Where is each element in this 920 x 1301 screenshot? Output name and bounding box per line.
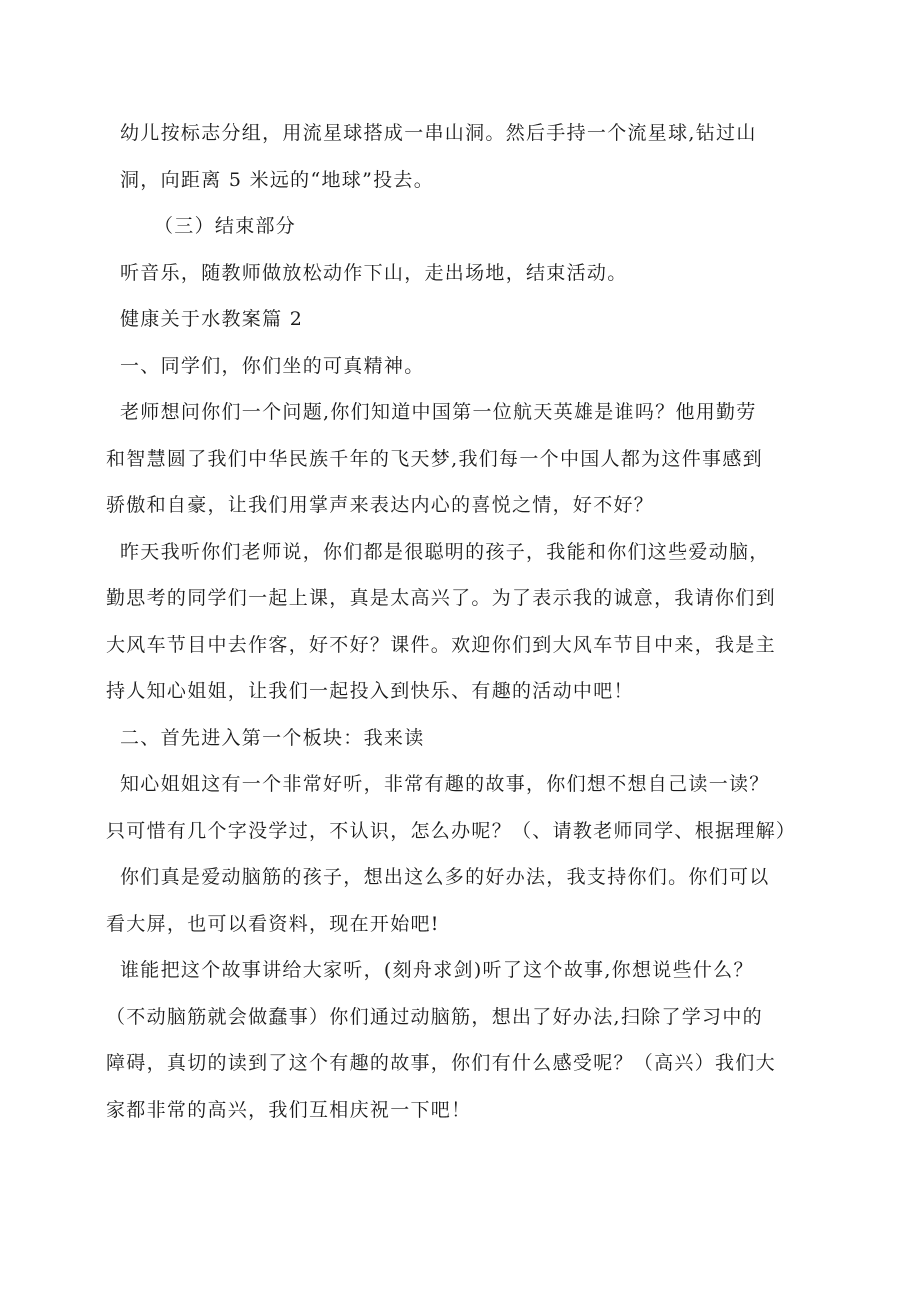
text-line: 勤思考的同学们一起上课，真是太高兴了。为了表示我的诚意，我请你们到 bbox=[106, 587, 776, 609]
text-line: （三）结束部分 bbox=[154, 215, 297, 237]
text-line: 看大屏，也可以看资料，现在开始吧! bbox=[106, 912, 440, 935]
paragraph-teacher-question bbox=[106, 389, 820, 529]
text-line: （不动脑筋就会做蠢事）你们通过动脑筋，想出了好办法,扫除了学习中的 bbox=[106, 1005, 763, 1028]
text-line: 大风车节目中去作客，好不好？课件。欢迎你们到大风车节目中来，我是主 bbox=[106, 633, 776, 656]
text-line: 你们真是爱动脑筋的孩子，想出这么多的好办法，我支持你们。你们可以 bbox=[120, 866, 770, 888]
text-line: 家都非常的高兴，我们互相庆祝一下吧！ bbox=[106, 1098, 472, 1121]
text-line: 幼儿按标志分组，用流星球搭成一串山洞。然后手持一个流星球,钻过山 bbox=[120, 122, 757, 144]
text-line: 知心姐姐这有一个非常好听，非常有趣的故事，你们想不想自己读一读？ bbox=[120, 773, 770, 795]
paragraph-ending-activity bbox=[120, 250, 820, 297]
text-line: 障碍，真切的读到了这个有趣的故事，你们有什么感受呢？（高兴）我们大 bbox=[106, 1052, 776, 1074]
paragraph-activity-steps bbox=[120, 110, 820, 203]
text-line: 持人知心姐姐，让我们一起投入到快乐、有趣的活动中吧！ bbox=[106, 680, 634, 702]
paragraph-yesterday bbox=[106, 529, 820, 715]
text-line: 老师想问你们一个问题,你们知道中国第一位航天英雄是谁吗？他用勤劳 bbox=[120, 401, 757, 423]
text-line: 谁能把这个故事讲给大家听，(刻舟求剑)听了这个故事,你想说些什么？ bbox=[120, 959, 754, 981]
section-heading-two bbox=[120, 715, 820, 762]
text-line: 和智慧圆了我们中华民族千年的飞天梦,我们每一个中国人都为这件事感到 bbox=[106, 447, 763, 470]
paragraph-story-retell bbox=[106, 947, 820, 1133]
text-line: 只可惜有几个字没学过，不认识，怎么办呢？（、请教老师同学、根据理解） bbox=[106, 819, 797, 842]
lesson-plan-title bbox=[120, 296, 820, 343]
section-heading-one bbox=[120, 343, 820, 390]
paragraph-story-intro bbox=[106, 761, 820, 854]
section-heading-ending bbox=[136, 203, 820, 250]
text-line: 二、首先进入第一个板块：我来读 bbox=[120, 726, 425, 749]
text-line: 健康关于水教案篇 2 bbox=[120, 308, 304, 330]
text-line: 一、同学们，你们坐的可真精神。 bbox=[120, 354, 425, 377]
text-line: 听音乐，随教师做放松动作下山，走出场地，结束活动。 bbox=[120, 261, 628, 284]
text-line: 骄傲和自豪，让我们用掌声来表达内心的喜悦之情，好不好？ bbox=[106, 494, 655, 516]
text-line: 昨天我听你们老师说，你们都是很聪明的孩子，我能和你们这些爱动脑， bbox=[120, 540, 770, 563]
paragraph-praise bbox=[106, 854, 820, 947]
text-line: 洞，向距离 5 米远的“地球”投去。 bbox=[120, 168, 434, 191]
